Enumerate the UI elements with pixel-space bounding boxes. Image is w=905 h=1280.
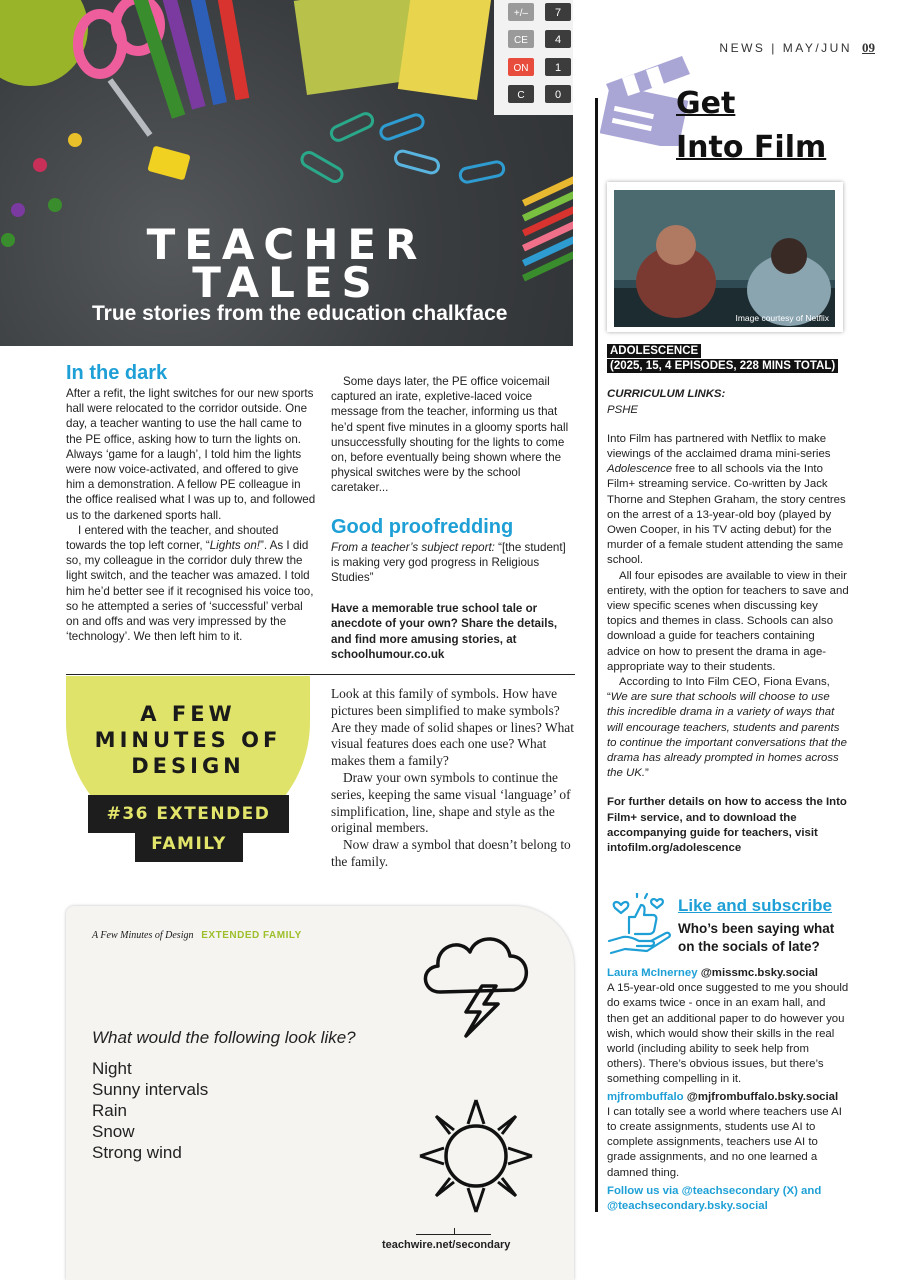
- card-rule-tick: [454, 1228, 455, 1235]
- film-cta: For further details on how to access the Into Film+ service, and to download the accompanying guide for teachers, visit intofilm.org/adolescence: [607, 796, 847, 855]
- design-paragraph: Now draw a symbol that doesn’t belong to the family.: [331, 837, 571, 869]
- design-tag-line2: FAMILY: [135, 829, 243, 862]
- design-worksheet-card: [66, 906, 574, 1280]
- like-subscribe-subtitle: Who’s been saying what on the socials of late?: [678, 921, 835, 954]
- calc-key: ON: [513, 63, 529, 74]
- calc-key: 0: [554, 89, 562, 101]
- card-question: What would the following look like?: [92, 1028, 356, 1047]
- list-item: Night: [92, 1059, 132, 1078]
- story-paragraph: Some days later, the PE office voicemail captured an irate, expletive-laced voice message from the teacher, informing us that he’d spent five minutes in a gloomy sports hall unsuccessfully shouting for the lights to come on, before eventually being shown where the physical switches were by the school caretaker...: [331, 375, 569, 495]
- hero-image: [0, 0, 573, 346]
- hero-subtitle: True stories from the education chalkface: [92, 302, 508, 325]
- curriculum-value: PSHE: [607, 403, 639, 416]
- list-item: Rain: [92, 1101, 127, 1120]
- scene-illustration: [614, 190, 835, 327]
- story-cta: Have a memorable true school tale or anecdote of your own? Share the details, and find more amusing stories, at schoolhumour.co.uk: [331, 602, 558, 661]
- card-header: [92, 930, 302, 941]
- calc-key: 4: [554, 34, 562, 46]
- design-title-line3: DESIGN: [131, 754, 245, 778]
- hero-title-line2: TALES: [192, 258, 381, 307]
- calc-key: C: [517, 90, 525, 101]
- film-band-line2: (2025, 15, 4 EPISODES, 228 MINS TOTAL): [607, 359, 838, 373]
- calc-key: CE: [514, 35, 528, 46]
- film-title-line1: Get: [676, 86, 736, 121]
- sharpener-icon: [147, 146, 190, 181]
- design-text: [331, 686, 575, 871]
- thunderstorm-icon: [418, 920, 534, 1040]
- design-paragraph: Draw your own symbols to continue the series, keeping the same visual ‘language’ of simplification, line, shape and style as the original members.: [331, 769, 571, 836]
- film-band-line1: ADOLESCENCE: [607, 344, 701, 358]
- section-label: NEWS | MAY/JUN: [719, 41, 852, 55]
- follow-us[interactable]: Follow us via @teachsecondary (X) and @teachsecondary.bsky.social: [607, 1184, 822, 1213]
- curriculum-label: CURRICULUM LINKS:: [607, 388, 726, 401]
- story-paragraph: After a refit, the light switches for our new sports hall were relocated to the corridor outside. One day, a teacher wanting to use the hall came to the PE office, asking how to turn the lights on. Always ‘game for a laugh’, I told him the lights were now voice-activated, and offered to give him a demonstration. A fellow PE colleague in the office realised what I was up to, and followed us to the darkened sports hall.: [66, 387, 316, 522]
- paperclips-icon: [299, 111, 505, 184]
- post-name[interactable]: mjfrombuffalo: [607, 1090, 684, 1103]
- thumbs-up-hand-icon: [607, 893, 673, 957]
- photo-credit: Image courtesy of Netflix: [735, 313, 829, 323]
- post-handle[interactable]: @mjfrombuffalo.bsky.social: [686, 1090, 839, 1103]
- hero-title-line1: TEACHER: [146, 220, 427, 269]
- calc-key: 7: [554, 7, 562, 19]
- post-text: A 15-year-old once suggested to me you should do exams twice - once in an exam hall, and then get an additional paper to do however you wish, which would show their skills in the real world (including ability to seek help from others). There’s obvious issues, but there’s something compelling in it.: [607, 982, 849, 1086]
- list-item: Sunny intervals: [92, 1080, 209, 1099]
- film-paragraph: All four episodes are available to view in their entirety, with the option for teachers to save and view specific scenes when discussing key topics and themes in class. Schools can also download a guide for teachers containing advice on how to present the drama in age-appropriate way to their students.: [607, 569, 849, 673]
- post-text: I can totally see a world where teachers use AI to create assignments, students use AI to complete assignments, teachers use AI to grade assignments, and no one learned a damned thing.: [607, 1105, 842, 1179]
- story-heading: In the dark: [66, 362, 168, 384]
- markers-icon: [129, 0, 250, 119]
- post-name[interactable]: Laura McInerney: [607, 967, 698, 979]
- post-handle[interactable]: @missmc.bsky.social: [700, 967, 818, 979]
- adolescence-still-photo: [614, 190, 835, 327]
- list-item: Snow: [92, 1122, 135, 1141]
- calculator-icon: [494, 0, 573, 115]
- film-paragraph: Into Film has partnered with Netflix to make viewings of the acclaimed drama mini-series Adolescence free to all schools via the Into Film+ streaming service. Co-written by Jack Thorne and Stephen Graham, the story centres on the arrest of a 13-year-old boy (played by Owen Cooper, in his TV acting debut) for the murder of a female student attending the same school.: [607, 432, 846, 567]
- design-title-line1: A FEW: [140, 702, 236, 726]
- post-author: [607, 1090, 849, 1105]
- card-list: [92, 1058, 208, 1163]
- card-label: EXTENDED FAMILY: [201, 930, 302, 941]
- sun-icon: [416, 1096, 536, 1216]
- list-item: Strong wind: [92, 1143, 182, 1162]
- calc-key: 1: [554, 62, 562, 74]
- social-posts: [607, 966, 849, 1214]
- design-title-line2: MINUTES OF: [94, 728, 282, 752]
- notebook-icon: [294, 0, 492, 100]
- design-tag-line1: #36 EXTENDED: [88, 795, 289, 833]
- story-in-the-dark: [66, 362, 318, 644]
- film-title-line2: Into Film: [676, 130, 827, 165]
- column-divider: [595, 98, 598, 1212]
- story-heading: Good proofredding: [331, 515, 514, 538]
- divider: [66, 674, 575, 675]
- page-header: [719, 40, 875, 56]
- post-author: [607, 966, 849, 981]
- story-paragraph: I entered with the teacher, and shouted towards the top left corner, “Lights on!”. As I did so, my colleague in the corridor duly threw the light switch, and the teacher was amazed. I told him he’d better see if it recognised his voice too, so he attempted a series of ‘successful’ verbal on and offs and was very impressed by the ‘technology’. We then left him to it.: [66, 523, 314, 644]
- card-series: A Few Minutes of Design: [92, 930, 194, 941]
- design-paragraph: Look at this family of symbols. How have pictures been simplified to make symbols? Are they made of solid shapes or lines? What visual features does each one use? What makes them a family?: [331, 686, 574, 769]
- card-url[interactable]: teachwire.net/secondary: [382, 1239, 511, 1251]
- film-article: [607, 344, 849, 856]
- like-subscribe-title: Like and subscribe: [678, 896, 832, 915]
- story-quote: From a teacher’s subject report: “[the student] is making very god progress in Religious Studies”: [331, 540, 566, 585]
- calc-key: +/–: [513, 8, 529, 19]
- page-number: 09: [862, 40, 875, 55]
- film-paragraph: According to Into Film CEO, Fiona Evans, “We are sure that schools will choose to use this incredible drama in a variety of ways that will encourage teachers, students and parents to continue the important conversations that the drama has already prompted in homes across the UK.”: [607, 676, 847, 780]
- story-continued: [331, 374, 575, 662]
